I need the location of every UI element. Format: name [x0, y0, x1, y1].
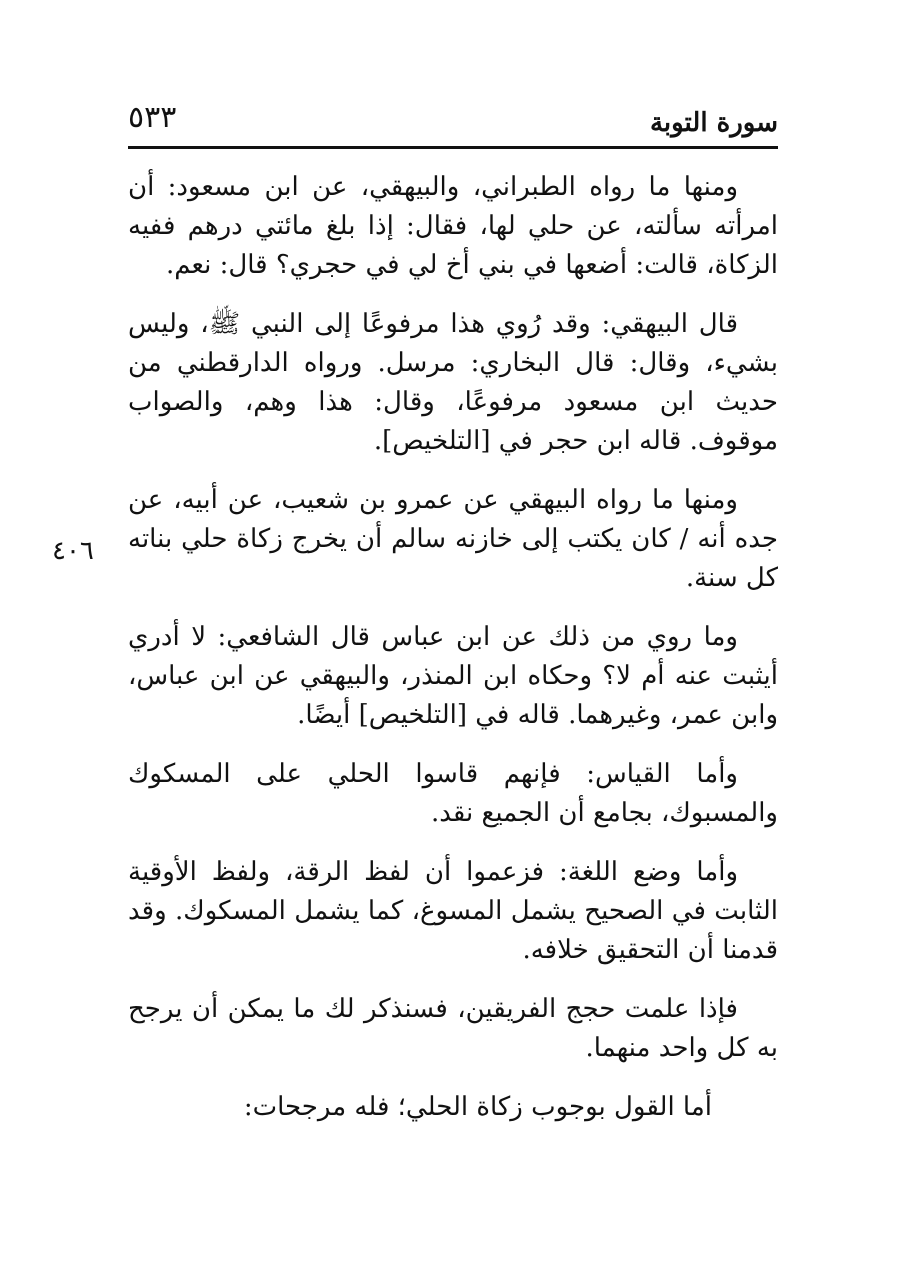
surah-title: سورة التوبة [649, 108, 778, 138]
header-rule [128, 146, 778, 149]
paragraph-conclusion [128, 990, 778, 1068]
paragraph-bayhaqi-comment [128, 305, 778, 461]
paragraph-text: فإذا علمت حجج الفريقين، فسنذكر لك ما يمكن أن يرجح به كل واحد منهما. [128, 994, 778, 1063]
paragraph-text: ومنها ما رواه الطبراني، والبيهقي، عن ابن مسعود: أن امرأته سألته، عن حلي لها، فقال: إذا بلغ مائتي درهم ففيه الزكاة، قالت: أضعها في بني أخ لي في حجري؟ قال: نعم. [128, 172, 778, 280]
paragraph-amr-ibn-shuayb [128, 481, 778, 598]
paragraph-tabarani [128, 168, 778, 285]
paragraph-qiyas [128, 755, 778, 833]
paragraph-text: وأما القياس: فإنهم قاسوا الحلي على المسكوك والمسبوك، بجامع أن الجميع نقد. [128, 759, 778, 828]
paragraph-ibn-abbas [128, 618, 778, 735]
closing-line: أما القول بوجوب زكاة الحلي؛ فله مرجحات: [243, 1092, 712, 1122]
paragraph-text: وما روي من ذلك عن ابن عباس قال الشافعي: لا أدري أيثبت عنه أم لا؟ وحكاه ابن المنذر، والبيهقي عن ابن عباس، وابن عمر، وغيرهما. قاله في [التلخيص] أيضًا. [128, 622, 778, 730]
page-header [128, 100, 778, 146]
page-number: ٥٣٣ [128, 100, 177, 135]
page-body [128, 168, 778, 1147]
paragraph-text: ومنها ما رواه البيهقي عن عمرو بن شعيب، عن أبيه، عن جده أنه / كان يكتب إلى خازنه سالم أن يخرج زكاة حلي بناته كل سنة. [128, 485, 778, 593]
paragraph-text: قال البيهقي: وقد رُوي هذا مرفوعًا إلى النبي ﷺ، وليس بشيء، وقال: قال البخاري: مرسل. ورواه الدارقطني من حديث ابن مسعود مرفوعًا، وقال: هذا وهم، والصواب موقوف. قاله ابن حجر في [التلخيص]. [128, 309, 778, 456]
paragraph-text: وأما وضع اللغة: فزعموا أن لفظ الرقة، ولفظ الأوقية الثابت في الصحيح يشمل المسوغ، كما يشمل المسكوك. وقد قدمنا أن التحقيق خلافه. [128, 857, 778, 965]
margin-page-reference: ٤٠٦ [52, 536, 94, 566]
paragraph-language [128, 853, 778, 970]
